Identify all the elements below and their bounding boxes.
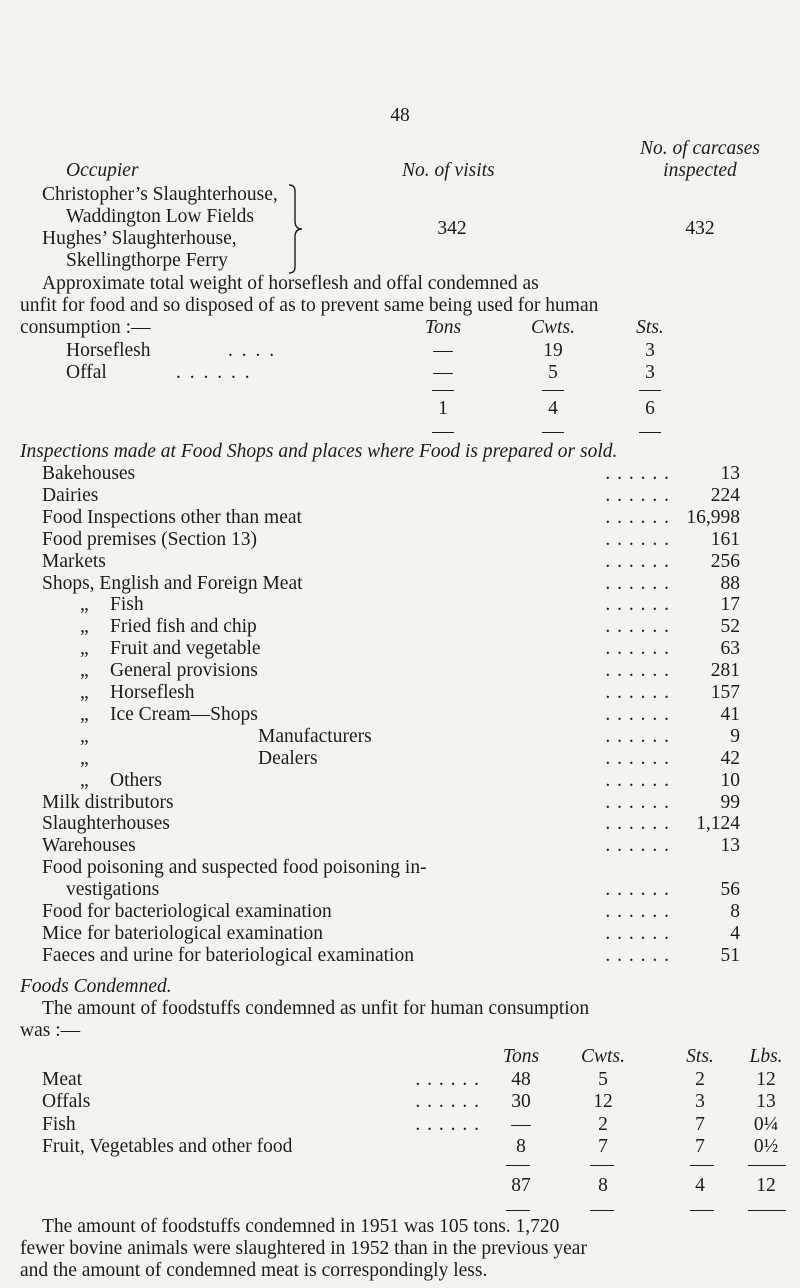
inspection-label: Dairies: [42, 484, 99, 506]
header-visits: No. of visits: [402, 160, 495, 181]
leader-dots: . . . . . .: [605, 506, 670, 528]
inspection-label: Ice Cream—Shops: [110, 703, 258, 725]
inspection-value: 52: [720, 616, 740, 638]
leader-dots: . . . . . .: [605, 638, 670, 660]
food-sts-value: 7: [695, 1113, 705, 1135]
inspection-label: Food Inspections other than meat: [42, 506, 302, 528]
food-sts-value: 3: [695, 1091, 705, 1113]
food-cwts-value: 7: [598, 1135, 608, 1157]
inspection-label: Milk distributors: [42, 791, 174, 813]
sum-rule: [690, 1165, 714, 1166]
row-label: Horseflesh: [66, 340, 151, 361]
total-sts: 6: [645, 398, 655, 419]
leader-dots: . . . . . .: [605, 747, 670, 769]
ditto-mark: „: [80, 616, 89, 638]
food-label: Fruit, Vegetables and other food: [42, 1135, 293, 1157]
occupier-row: Waddington Low Fields: [66, 206, 255, 227]
inspection-label: Dealers: [258, 747, 318, 769]
col-cwts: Cwts.: [581, 1046, 625, 1067]
cwts-value: 5: [548, 362, 558, 383]
inspection-label: Food premises (Section 13): [42, 528, 258, 550]
total-sts: 4: [695, 1175, 705, 1196]
inspection-value: 51: [720, 944, 740, 966]
paragraph-line: Approximate total weight of horseflesh and offal condemned as: [42, 273, 539, 294]
leader-dots: . . . . . .: [605, 594, 670, 616]
inspection-value: 157: [710, 682, 740, 703]
leader-dots: . . . . . .: [605, 879, 670, 901]
col-cwts: Cwts.: [531, 317, 575, 338]
sum-rule: [432, 390, 454, 391]
tons-value: —: [433, 362, 453, 383]
leader-dots: . . . . . .: [605, 769, 670, 791]
leader-dots: . . . . . .: [605, 703, 670, 725]
paragraph-line: The amount of foodstuffs condemned as unfit for human consumption: [42, 998, 590, 1019]
inspection-label: Fried fish and chip: [110, 616, 257, 638]
ditto-mark: „: [80, 703, 89, 725]
leader-dots: . . . . . .: [605, 922, 670, 944]
carcases-value: 432: [685, 218, 715, 239]
leader-dots: . . . . . .: [605, 660, 670, 682]
sum-rule: [590, 1165, 614, 1166]
inspection-value: 256: [710, 550, 740, 572]
sum-rule: [542, 432, 564, 433]
inspection-label: Shops, English and Foreign Meat: [42, 572, 303, 594]
col-sts: Sts.: [636, 317, 664, 338]
leader-dots: . . . . . .: [605, 835, 670, 857]
leader-dots: . . . . . .: [605, 791, 670, 813]
paragraph-line: and the amount of condemned meat is correspondingly less.: [20, 1260, 488, 1281]
food-tons-value: 8: [516, 1135, 526, 1157]
ditto-mark: „: [80, 747, 89, 769]
leader-dots: . . . . . .: [605, 616, 670, 638]
sum-rule: [639, 432, 661, 433]
inspection-value: 17: [720, 594, 740, 616]
inspection-value: 63: [720, 638, 740, 660]
inspection-value: 1,124: [696, 813, 740, 835]
inspection-label: vestigations: [66, 879, 160, 901]
food-tons-value: —: [511, 1113, 531, 1135]
paragraph-line: fewer bovine animals were slaughtered in 1952 than in the previous year: [20, 1238, 587, 1259]
food-cwts-value: 5: [598, 1069, 608, 1090]
total-cwts: 8: [598, 1175, 608, 1196]
sum-rule: [590, 1210, 614, 1211]
inspection-value: 10: [720, 769, 740, 791]
leader-dots: . . . . . .: [415, 1069, 480, 1090]
foods-heading: Foods Condemned.: [20, 976, 172, 997]
leader-dots: . . . . . .: [605, 528, 670, 550]
inspection-value: 99: [720, 791, 740, 813]
occupier-row: Hughes’ Slaughterhouse,: [42, 228, 237, 249]
inspection-label: Slaughterhouses: [42, 813, 170, 835]
food-cwts-value: 2: [598, 1113, 608, 1135]
food-lbs-value: 0½: [753, 1135, 779, 1157]
ditto-mark: „: [80, 725, 89, 747]
food-cwts-value: 12: [593, 1091, 613, 1113]
page-number: 48: [390, 105, 410, 126]
ditto-mark: „: [80, 769, 89, 791]
inspection-value: 9: [730, 725, 740, 747]
paragraph-line: was :—: [20, 1020, 81, 1041]
tons-value: —: [433, 340, 453, 361]
inspection-label: Food for bacteriological examination: [42, 901, 332, 922]
sum-rule: [432, 432, 454, 433]
inspection-value: 56: [720, 879, 740, 901]
sum-rule: [748, 1210, 786, 1211]
leader-dots: . . . . . .: [605, 813, 670, 835]
leader-dots: . . . . . .: [605, 725, 670, 747]
inspection-value: 8: [730, 901, 740, 922]
food-tons-value: 30: [511, 1091, 531, 1113]
leader-dots: . . . . . .: [605, 463, 670, 484]
inspection-value: 16,998: [686, 506, 740, 528]
header-occupier: Occupier: [66, 160, 139, 181]
header-carcases: No. of carcases: [639, 138, 761, 159]
row-label: Offal: [66, 362, 107, 383]
inspection-label: Horseflesh: [110, 682, 195, 703]
food-tons-value: 48: [511, 1069, 531, 1090]
food-lbs-value: 0¼: [753, 1113, 779, 1135]
leader-dots: . . . . . .: [415, 1113, 480, 1135]
leader-dots: . . . . . .: [605, 484, 670, 506]
ditto-mark: „: [80, 638, 89, 660]
header-inspected: inspected: [663, 160, 737, 181]
inspection-label: Markets: [42, 550, 106, 572]
sum-rule: [639, 390, 661, 391]
occupier-row: Skellingthorpe Ferry: [66, 250, 228, 271]
inspection-value: 224: [710, 484, 740, 506]
sum-rule: [542, 390, 564, 391]
inspection-label: Food poisoning and suspected food poisoning in-: [42, 857, 427, 879]
brace-icon: [285, 183, 307, 275]
col-tons: Tons: [424, 317, 462, 338]
inspection-label: Warehouses: [42, 835, 136, 857]
paragraph-line: consumption :—: [20, 317, 151, 338]
food-label: Offals: [42, 1091, 91, 1113]
inspection-value: 42: [720, 747, 740, 769]
inspection-label: General provisions: [110, 660, 258, 682]
sum-rule: [690, 1210, 714, 1211]
leader-dots: . . . .: [228, 340, 277, 361]
total-tons: 87: [511, 1175, 531, 1196]
food-label: Meat: [42, 1069, 83, 1090]
leader-dots: . . . . . .: [176, 362, 252, 383]
inspection-value: 88: [720, 572, 740, 594]
inspection-label: Mice for bateriological examination: [42, 922, 324, 944]
inspection-value: 13: [720, 463, 740, 484]
inspection-value: 41: [720, 703, 740, 725]
ditto-mark: „: [80, 594, 89, 616]
inspection-value: 4: [730, 922, 740, 944]
cwts-value: 19: [543, 340, 563, 361]
visits-value: 342: [437, 218, 467, 239]
inspection-label: Others: [110, 769, 162, 791]
inspection-value: 281: [710, 660, 740, 682]
total-lbs: 12: [756, 1175, 776, 1196]
occupier-row: Christopher’s Slaughterhouse,: [42, 184, 278, 205]
col-sts: Sts.: [686, 1046, 714, 1067]
ditto-mark: „: [80, 682, 89, 703]
leader-dots: . . . . . .: [605, 944, 670, 966]
inspection-label: Faeces and urine for bateriological examination: [42, 944, 414, 966]
sts-value: 3: [645, 362, 655, 383]
food-sts-value: 7: [695, 1135, 705, 1157]
inspection-value: 161: [710, 528, 740, 550]
leader-dots: . . . . . .: [605, 572, 670, 594]
inspection-label: Bakehouses: [42, 463, 136, 484]
inspection-label: Manufacturers: [258, 725, 372, 747]
total-cwts: 4: [548, 398, 558, 419]
leader-dots: . . . . . .: [605, 682, 670, 703]
leader-dots: . . . . . .: [605, 550, 670, 572]
sum-rule: [506, 1210, 530, 1211]
inspection-label: Fish: [110, 594, 144, 616]
food-sts-value: 2: [695, 1069, 705, 1090]
leader-dots: . . . . . .: [415, 1091, 480, 1113]
col-tons: Tons: [502, 1046, 540, 1067]
sts-value: 3: [645, 340, 655, 361]
inspection-label: Fruit and vegetable: [110, 638, 261, 660]
food-lbs-value: 12: [756, 1069, 776, 1090]
leader-dots: . . . . . .: [605, 901, 670, 922]
sum-rule: [748, 1165, 786, 1166]
food-label: Fish: [42, 1113, 76, 1135]
food-lbs-value: 13: [756, 1091, 776, 1113]
col-lbs: Lbs.: [749, 1046, 783, 1067]
inspection-value: 13: [720, 835, 740, 857]
inspections-heading: Inspections made at Food Shops and places where Food is prepared or sold.: [20, 441, 618, 462]
total-tons: 1: [438, 398, 448, 419]
sum-rule: [506, 1165, 530, 1166]
paragraph-line: unfit for food and so disposed of as to prevent same being used for human: [20, 295, 599, 316]
ditto-mark: „: [80, 660, 89, 682]
paragraph-line: The amount of foodstuffs condemned in 1951 was 105 tons. 1,720: [42, 1216, 560, 1237]
